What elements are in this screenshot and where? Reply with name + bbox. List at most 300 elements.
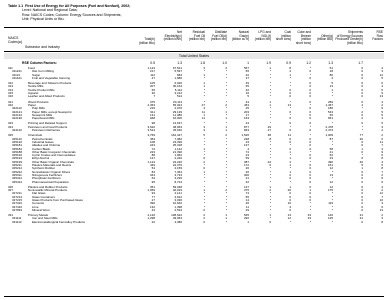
table-cell: 0 bbox=[309, 197, 311, 202]
table-cell: 2 bbox=[225, 133, 227, 138]
table-cell: 0 bbox=[309, 128, 311, 133]
table-cell: 0 bbox=[361, 194, 363, 199]
column-header-line: Electricity(c) bbox=[164, 33, 182, 38]
table-cell: 0 bbox=[309, 81, 311, 86]
table-cell: * bbox=[309, 72, 311, 77]
industry-name: Industrial Gases bbox=[32, 140, 54, 144]
table-cell: 6 bbox=[381, 87, 383, 92]
table-cell: * bbox=[289, 219, 291, 224]
table-cell: 31 bbox=[359, 216, 363, 221]
table-cell: 5,112 bbox=[174, 87, 182, 92]
table-cell: 0 bbox=[309, 112, 311, 117]
table-cell: 2,240 bbox=[174, 156, 182, 161]
table-cell: 4 bbox=[203, 106, 205, 111]
table-cell: 0 bbox=[289, 139, 291, 144]
industry-name: Phosphatic Fertilizers bbox=[32, 177, 61, 181]
naics-code: 314 bbox=[8, 87, 14, 92]
table-cell: 11 bbox=[201, 109, 205, 114]
table-cell: 1 bbox=[225, 124, 227, 129]
table-cell: 1,467 bbox=[325, 102, 333, 107]
table-cell: * bbox=[203, 91, 205, 96]
column-header-line: (million bbl) bbox=[188, 37, 205, 42]
table-cell: * bbox=[203, 204, 205, 209]
table-cell: * bbox=[269, 149, 271, 154]
table-cell: 43 bbox=[245, 99, 249, 104]
table-cell: * bbox=[203, 172, 205, 177]
table-cell: 49 bbox=[245, 81, 249, 86]
industry-name: Primary Metals bbox=[28, 214, 49, 218]
table-cell: * bbox=[225, 91, 227, 96]
table-cell: 12 bbox=[287, 216, 291, 221]
table-cell: 843 bbox=[243, 128, 249, 133]
industry-name: Mineral Wool bbox=[32, 208, 50, 212]
table-cell: * bbox=[269, 216, 271, 221]
table-cell: 67,521 bbox=[172, 66, 182, 70]
table-cell: * bbox=[225, 153, 227, 158]
table-cell: 292 bbox=[243, 216, 249, 221]
table-cell: * bbox=[269, 153, 271, 158]
table-cell: 37 bbox=[245, 75, 249, 80]
table-cell: 1 bbox=[289, 163, 291, 168]
table-cell: 33 bbox=[307, 213, 311, 218]
table-cell: 1 bbox=[269, 102, 271, 107]
table-cell: 3 bbox=[203, 66, 205, 70]
table-cell: * bbox=[269, 194, 271, 199]
table-cell: 0 bbox=[289, 91, 291, 96]
table-cell: 0 bbox=[309, 179, 311, 184]
industry-name: Nitrogenous Fertilizers bbox=[32, 173, 63, 177]
table-cell: * bbox=[203, 87, 205, 92]
table-cell: 44 bbox=[151, 207, 155, 212]
table-cell: 0 bbox=[361, 184, 363, 189]
table-cell: 29,139 bbox=[172, 109, 182, 114]
table-cell: * bbox=[269, 179, 271, 184]
table-cell: 12 bbox=[329, 179, 333, 184]
table-cell: * bbox=[225, 179, 227, 184]
table-cell: 6 bbox=[381, 81, 383, 86]
table-cell: 0 bbox=[309, 169, 311, 174]
naics-code: 324110 bbox=[12, 128, 22, 133]
table-cell: 3 bbox=[381, 69, 383, 74]
table-cell: 1 bbox=[289, 72, 291, 77]
table-cell: 138,622 bbox=[171, 213, 182, 218]
table-cell: 3 bbox=[203, 124, 205, 129]
table-cell: 0 bbox=[289, 128, 291, 133]
table-cell: 1,980 bbox=[174, 75, 182, 80]
table-cell: 1 bbox=[203, 72, 205, 77]
table-cell: * bbox=[289, 84, 291, 89]
industry-name: Textile Product Mills bbox=[28, 88, 55, 92]
table-cell: 13,637 bbox=[172, 121, 182, 126]
column-header-line: of Energy Sources bbox=[336, 33, 363, 38]
table-cell: 175 bbox=[327, 188, 333, 193]
rse-factor: 1.3 bbox=[177, 61, 182, 65]
table-cell: 8 bbox=[289, 66, 291, 70]
table-cell: 1,962 bbox=[174, 153, 182, 158]
table-cell: 390 bbox=[149, 201, 155, 206]
table-cell: 146 bbox=[327, 213, 333, 218]
table-cell: * bbox=[331, 121, 333, 126]
table-cell: 137 bbox=[243, 143, 249, 148]
table-cell: 0 bbox=[289, 136, 291, 141]
table-cell: 1 bbox=[225, 216, 227, 221]
table-cell: 22 bbox=[267, 159, 271, 164]
table-cell: 1,398 bbox=[174, 204, 182, 209]
table-cell: 0 bbox=[361, 188, 363, 193]
table-cell: 77 bbox=[151, 194, 155, 199]
table-cell: 0 bbox=[361, 94, 363, 99]
table-cell: * bbox=[225, 169, 227, 174]
table-cell: * bbox=[203, 179, 205, 184]
table-title-line-2: Level: National and Regional Data; bbox=[22, 8, 78, 13]
table-cell: 243 bbox=[149, 143, 155, 148]
table-cell: 0 bbox=[309, 156, 311, 161]
table-cell: 0 bbox=[361, 219, 363, 224]
naics-code: 324 bbox=[8, 124, 14, 129]
table-cell: * bbox=[309, 159, 311, 164]
column-header-line: Produced Onsite(h) bbox=[335, 37, 363, 42]
table-cell: 72 bbox=[151, 146, 155, 151]
column-header-line bbox=[203, 42, 227, 46]
table-cell: * bbox=[269, 75, 271, 80]
table-cell: * bbox=[309, 219, 311, 224]
table-cell: * bbox=[289, 112, 291, 117]
table-cell: 1 bbox=[203, 169, 205, 174]
table-cell: 3,769 bbox=[147, 133, 155, 138]
table-cell: * bbox=[269, 87, 271, 92]
table-row bbox=[0, 77, 388, 80]
table-cell: 514 bbox=[176, 94, 182, 99]
table-cell: 0 bbox=[361, 156, 363, 161]
table-cell: * bbox=[203, 184, 205, 189]
table-cell: * bbox=[225, 184, 227, 189]
table-cell: 2,363 bbox=[147, 102, 155, 107]
table-cell: 1,124 bbox=[147, 159, 155, 164]
table-cell: 4 bbox=[381, 116, 383, 121]
table-cell: * bbox=[203, 75, 205, 80]
industry-name: Noncellulosic Organic Fibers bbox=[32, 170, 71, 174]
industry-name: Plastics Materials and Resins bbox=[32, 164, 72, 168]
table-cell: 31 bbox=[359, 213, 363, 218]
column-header bbox=[225, 31, 249, 46]
table-cell: 7 bbox=[153, 94, 155, 99]
table-cell: * bbox=[225, 194, 227, 199]
table-cell: 44 bbox=[245, 121, 249, 126]
column-header-line: Other(g) bbox=[321, 33, 333, 38]
table-cell: * bbox=[331, 139, 333, 144]
table-cell: 65 bbox=[245, 84, 249, 89]
rse-factor: 1.8 bbox=[200, 61, 205, 65]
industry-name: Cyclic Crudes and Intermediates bbox=[32, 154, 76, 158]
table-cell: 0 bbox=[309, 191, 311, 196]
table-cell: 4 bbox=[381, 99, 383, 104]
table-cell: * bbox=[331, 219, 333, 224]
table-cell: * bbox=[269, 69, 271, 74]
rse-factor: 1 bbox=[247, 61, 249, 65]
industry-name: Petrochemicals bbox=[32, 137, 53, 141]
table-cell: * bbox=[289, 143, 291, 148]
table-cell: * bbox=[225, 81, 227, 86]
table-cell: 228 bbox=[243, 136, 249, 141]
table-cell: 11 bbox=[245, 204, 249, 209]
naics-code: 312 bbox=[8, 81, 14, 86]
table-cell: 0 bbox=[309, 146, 311, 151]
table-cell: 449 bbox=[149, 163, 155, 168]
table-cell: 0 bbox=[309, 153, 311, 158]
naics-code: 331 bbox=[8, 213, 14, 218]
table-cell: 26 bbox=[245, 166, 249, 171]
table-row bbox=[0, 181, 388, 184]
table-cell: 387 bbox=[243, 159, 249, 164]
table-cell: 112 bbox=[150, 72, 155, 77]
table-cell: 1,142 bbox=[174, 146, 182, 151]
table-cell: 8 bbox=[381, 219, 383, 224]
table-cell: 12 bbox=[379, 72, 383, 77]
table-cell: 0 bbox=[361, 99, 363, 104]
column-header bbox=[181, 31, 205, 46]
naics-code: 325188 bbox=[12, 149, 23, 154]
naics-code: 31131 bbox=[12, 72, 21, 77]
table-cell: * bbox=[225, 197, 227, 202]
industry-name: Plastics and Rubber Products bbox=[28, 185, 68, 189]
table-cell: * bbox=[269, 91, 271, 96]
table-cell: 0 bbox=[289, 172, 291, 177]
table-cell: * bbox=[203, 153, 205, 158]
table-title: First Use of Energy for All Purposes (Fuel and Nonfuel), 2002; bbox=[25, 4, 131, 8]
table-cell: 1 bbox=[269, 184, 271, 189]
industry-name: Newsprint Mills bbox=[32, 113, 53, 117]
table-cell: 1 bbox=[309, 188, 311, 193]
table-cell: 0 bbox=[203, 219, 205, 224]
table-cell: 2,141 bbox=[174, 191, 182, 196]
table-title-block bbox=[8, 4, 208, 22]
table-cell: 22 bbox=[245, 72, 249, 77]
industry-name: Synthetic Rubber bbox=[32, 167, 56, 171]
naics-code: 325182 bbox=[12, 146, 23, 151]
table-cell: 1 bbox=[203, 81, 205, 86]
table-cell: 93 bbox=[151, 191, 155, 196]
naics-code: 325193 bbox=[12, 156, 23, 161]
table-cell: 0 bbox=[309, 136, 311, 141]
table-cell: 0 bbox=[361, 204, 363, 209]
table-cell: * bbox=[331, 197, 333, 202]
table-cell: 95 bbox=[151, 179, 155, 184]
naics-code: 322122 bbox=[12, 112, 23, 117]
table-cell: * bbox=[225, 112, 227, 117]
table-cell: * bbox=[309, 149, 311, 154]
table-cell: 0 bbox=[361, 176, 363, 181]
naics-code: 326 bbox=[8, 184, 14, 189]
table-cell: 2 bbox=[381, 102, 383, 107]
table-cell: * bbox=[269, 207, 271, 212]
table-row bbox=[0, 221, 388, 224]
table-cell: 5 bbox=[381, 75, 383, 80]
column-header-line: Fuel Oil(d) bbox=[212, 33, 227, 38]
table-cell: 55 bbox=[245, 194, 249, 199]
table-cell: 5 bbox=[381, 121, 383, 126]
table-cell: 13 bbox=[379, 94, 383, 99]
table-cell: 13 bbox=[329, 172, 333, 177]
table-cell: 41 bbox=[329, 149, 333, 154]
table-cell: 46 bbox=[245, 169, 249, 174]
table-cell: 2,534 bbox=[174, 207, 182, 212]
table-cell: 2,474 bbox=[325, 128, 333, 133]
table-cell: 0 bbox=[309, 109, 311, 114]
table-cell: 65,024 bbox=[172, 102, 182, 107]
table-cell: * bbox=[203, 99, 205, 104]
rse-factor: 1.7 bbox=[358, 61, 363, 65]
industry-name: Other Basic Inorganic Chemicals bbox=[32, 150, 76, 154]
naics-code: 327213 bbox=[12, 194, 23, 199]
table-cell: * bbox=[203, 69, 205, 74]
table-cell: * bbox=[225, 204, 227, 209]
table-cell: * bbox=[225, 159, 227, 164]
table-cell: 4 bbox=[289, 159, 291, 164]
footer-rule bbox=[4, 296, 384, 297]
table-cell: 343 bbox=[149, 172, 155, 177]
table-cell: * bbox=[269, 72, 271, 77]
table-cell: 2 bbox=[203, 216, 205, 221]
table-cell: 7 bbox=[381, 143, 383, 148]
column-header-line: (trillion Btu) bbox=[346, 41, 363, 46]
table-cell: 1 bbox=[203, 188, 205, 193]
table-cell: 0 bbox=[361, 139, 363, 144]
table-cell: 684 bbox=[176, 72, 182, 77]
table-cell: 0 bbox=[309, 163, 311, 168]
column-header-line: (trillion Btu) bbox=[138, 41, 155, 46]
column-header-line: Distillate bbox=[214, 30, 227, 34]
table-cell: * bbox=[203, 176, 205, 181]
column-header-line bbox=[158, 42, 182, 46]
industry-name: Paper bbox=[28, 103, 37, 107]
table-cell: 0 bbox=[289, 94, 291, 99]
table-cell: 463 bbox=[243, 102, 249, 107]
naics-code: 325412 bbox=[12, 179, 23, 184]
table-cell: 375 bbox=[243, 188, 249, 193]
table-cell: 98 bbox=[151, 121, 155, 126]
table-cell: * bbox=[203, 163, 205, 168]
table-cell: 3,036 bbox=[174, 197, 182, 202]
column-header-line bbox=[181, 42, 205, 46]
table-cell: 8 bbox=[381, 156, 383, 161]
table-cell: 4 bbox=[381, 66, 383, 70]
table-cell: 0 bbox=[203, 156, 205, 161]
table-cell: * bbox=[269, 201, 271, 206]
naics-code: 322 bbox=[8, 102, 14, 107]
industry-name: Electrometallurgical Ferroalloy Products bbox=[32, 220, 86, 224]
table-cell: * bbox=[225, 156, 227, 161]
naics-code: 325212 bbox=[12, 166, 23, 171]
industry-name: Paper Mills, except Newsprint bbox=[32, 110, 72, 114]
column-header-line: (million bbl) bbox=[254, 37, 271, 42]
table-cell: * bbox=[225, 143, 227, 148]
table-cell: * bbox=[269, 112, 271, 117]
table-cell: 5 bbox=[381, 112, 383, 117]
table-cell: 1 bbox=[289, 184, 291, 189]
table-cell: 13 bbox=[287, 213, 291, 218]
table-cell: 108 bbox=[149, 139, 155, 144]
table-cell: * bbox=[225, 191, 227, 196]
table-cell: * bbox=[225, 207, 227, 212]
table-cell: 33 bbox=[307, 216, 311, 221]
table-cell: 543 bbox=[327, 109, 333, 114]
table-cell: * bbox=[269, 204, 271, 209]
table-cell: 3 bbox=[381, 216, 383, 221]
naics-code: 311221 bbox=[12, 69, 22, 74]
table-cell: * bbox=[269, 116, 271, 121]
table-cell: 30,164 bbox=[172, 84, 182, 89]
table-cell: 11 bbox=[379, 139, 383, 144]
column-header-line bbox=[225, 42, 249, 46]
table-cell: 3,734 bbox=[174, 172, 182, 177]
table-cell: 54 bbox=[151, 166, 155, 171]
header-bottom-rule bbox=[4, 51, 384, 52]
naics-code: 313 bbox=[8, 84, 14, 89]
table-cell: 0 bbox=[361, 87, 363, 92]
industry-name: Beverage and Tobacco Products bbox=[28, 82, 72, 86]
table-cell: 1 bbox=[203, 84, 205, 89]
table-cell: 65 bbox=[245, 69, 249, 74]
table-cell: 219 bbox=[149, 106, 155, 111]
table-cell: 877 bbox=[243, 124, 249, 129]
table-cell: * bbox=[361, 153, 363, 158]
table-cell: 42 bbox=[245, 179, 249, 184]
table-cell: 33 bbox=[329, 156, 333, 161]
table-cell: 1 bbox=[289, 149, 291, 154]
table-cell: * bbox=[225, 219, 227, 224]
naics-code: 327 bbox=[8, 188, 14, 193]
table-cell: 48,963 bbox=[172, 124, 182, 129]
industry-name: Pulp Mills bbox=[32, 107, 45, 111]
table-cell: 0 bbox=[309, 69, 311, 74]
table-cell: 1 bbox=[361, 146, 363, 151]
table-cell: 32 bbox=[245, 87, 249, 92]
column-header-line: Breeze bbox=[300, 33, 311, 38]
table-cell: 2 bbox=[203, 159, 205, 164]
table-cell: 105 bbox=[149, 81, 155, 86]
table-cell: * bbox=[289, 99, 291, 104]
table-cell: 77 bbox=[359, 133, 363, 138]
table-cell: 131 bbox=[149, 112, 155, 117]
table-cell: * bbox=[309, 201, 311, 206]
table-cell: 3,236 bbox=[174, 176, 182, 181]
table-cell: * bbox=[331, 94, 333, 99]
industry-name: Lime bbox=[32, 205, 39, 209]
table-cell: 0 bbox=[361, 143, 363, 148]
table-cell: 5 bbox=[247, 94, 249, 99]
table-cell: 6,926 bbox=[174, 81, 182, 86]
table-cell: 5,597 bbox=[174, 69, 182, 74]
column-header bbox=[287, 31, 311, 46]
table-cell: * bbox=[309, 207, 311, 212]
column-header bbox=[359, 31, 383, 46]
table-cell: * bbox=[269, 176, 271, 181]
table-cell: 0 bbox=[309, 116, 311, 121]
table-cell: 3,514 bbox=[147, 128, 155, 133]
naics-code: 325311 bbox=[12, 172, 22, 177]
table-cell: * bbox=[203, 191, 205, 196]
table-cell: * bbox=[289, 166, 291, 171]
rse-factor: 0.9 bbox=[286, 61, 291, 65]
table-cell: * bbox=[289, 81, 291, 86]
column-header-line: (million bbox=[300, 37, 311, 42]
table-cell: 25 bbox=[245, 106, 249, 111]
table-cell: 5 bbox=[381, 163, 383, 168]
table-cell: 22 bbox=[151, 219, 155, 224]
table-cell: 6 bbox=[381, 153, 383, 158]
industry-name: Glass Containers bbox=[32, 195, 56, 199]
industry-name: Textile Mills bbox=[28, 85, 44, 89]
